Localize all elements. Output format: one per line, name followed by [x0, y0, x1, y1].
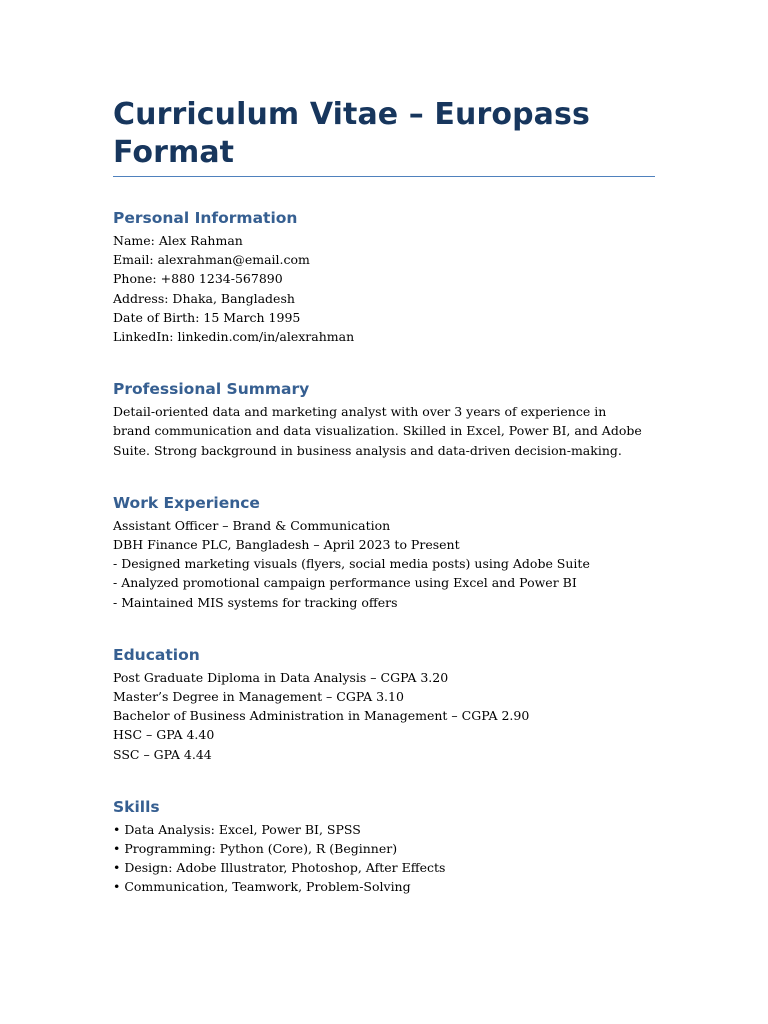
section-personal-information — [113, 208, 655, 346]
cv-document — [113, 96, 655, 897]
education-item: Post Graduate Diploma in Data Analysis – CGPA 3.20 — [113, 669, 449, 685]
skills-item: • Programming: Python (Core), R (Beginner) — [113, 841, 398, 857]
section-work-experience — [113, 493, 655, 612]
work-duty-item: - Analyzed promotional campaign performance using Excel and Power BI — [113, 575, 577, 591]
section-heading-professional-summary: Professional Summary — [113, 380, 310, 399]
work-duty-item: - Maintained MIS systems for tracking offers — [113, 594, 398, 610]
summary-paragraph: Detail-oriented data and marketing analyst with over 3 years of experience in brand communication and data visualization. Skilled in Excel, Power BI, and Adobe Suite. Strong background in business analysis and data-driven decision-making. — [113, 404, 642, 458]
education-item: SSC – GPA 4.44 — [113, 746, 212, 762]
section-heading-work-experience: Work Experience — [113, 493, 260, 512]
education-item: HSC – GPA 4.40 — [113, 727, 215, 743]
title-underline — [113, 176, 655, 177]
personal-date-of-birth: Date of Birth: 15 March 1995 — [113, 309, 301, 325]
skills-item: • Data Analysis: Excel, Power BI, SPSS — [113, 821, 361, 837]
education-item: Master’s Degree in Management – CGPA 3.10 — [113, 689, 404, 705]
personal-name: Name: Alex Rahman — [113, 233, 243, 248]
section-heading-personal-information: Personal Information — [113, 209, 298, 227]
personal-phone: Phone: +880 1234-567890 — [113, 271, 283, 287]
skills-item: • Communication, Teamwork, Problem-Solving — [113, 879, 411, 895]
personal-address: Address: Dhaka, Bangladesh — [113, 290, 295, 306]
personal-email: Email: alexrahman@email.com — [113, 252, 310, 268]
work-employer: DBH Finance PLC, Bangladesh – April 2023 to Present — [113, 537, 460, 553]
section-heading-education: Education — [113, 645, 200, 664]
section-skills — [113, 797, 655, 897]
work-job-title: Assistant Officer – Brand & Communication — [113, 517, 391, 533]
document-title: Curriculum Vitae – Europass Format — [113, 97, 590, 170]
personal-linkedin: LinkedIn: linkedin.com/in/alexrahman — [113, 329, 355, 345]
section-heading-skills: Skills — [113, 797, 160, 816]
work-duty-item: - Designed marketing visuals (flyers, social media posts) using Adobe Suite — [113, 556, 590, 572]
section-education — [113, 645, 655, 764]
skills-item: • Design: Adobe Illustrator, Photoshop, After Effects — [113, 860, 446, 876]
education-item: Bachelor of Business Administration in Management – CGPA 2.90 — [113, 708, 530, 724]
section-professional-summary — [113, 379, 655, 460]
